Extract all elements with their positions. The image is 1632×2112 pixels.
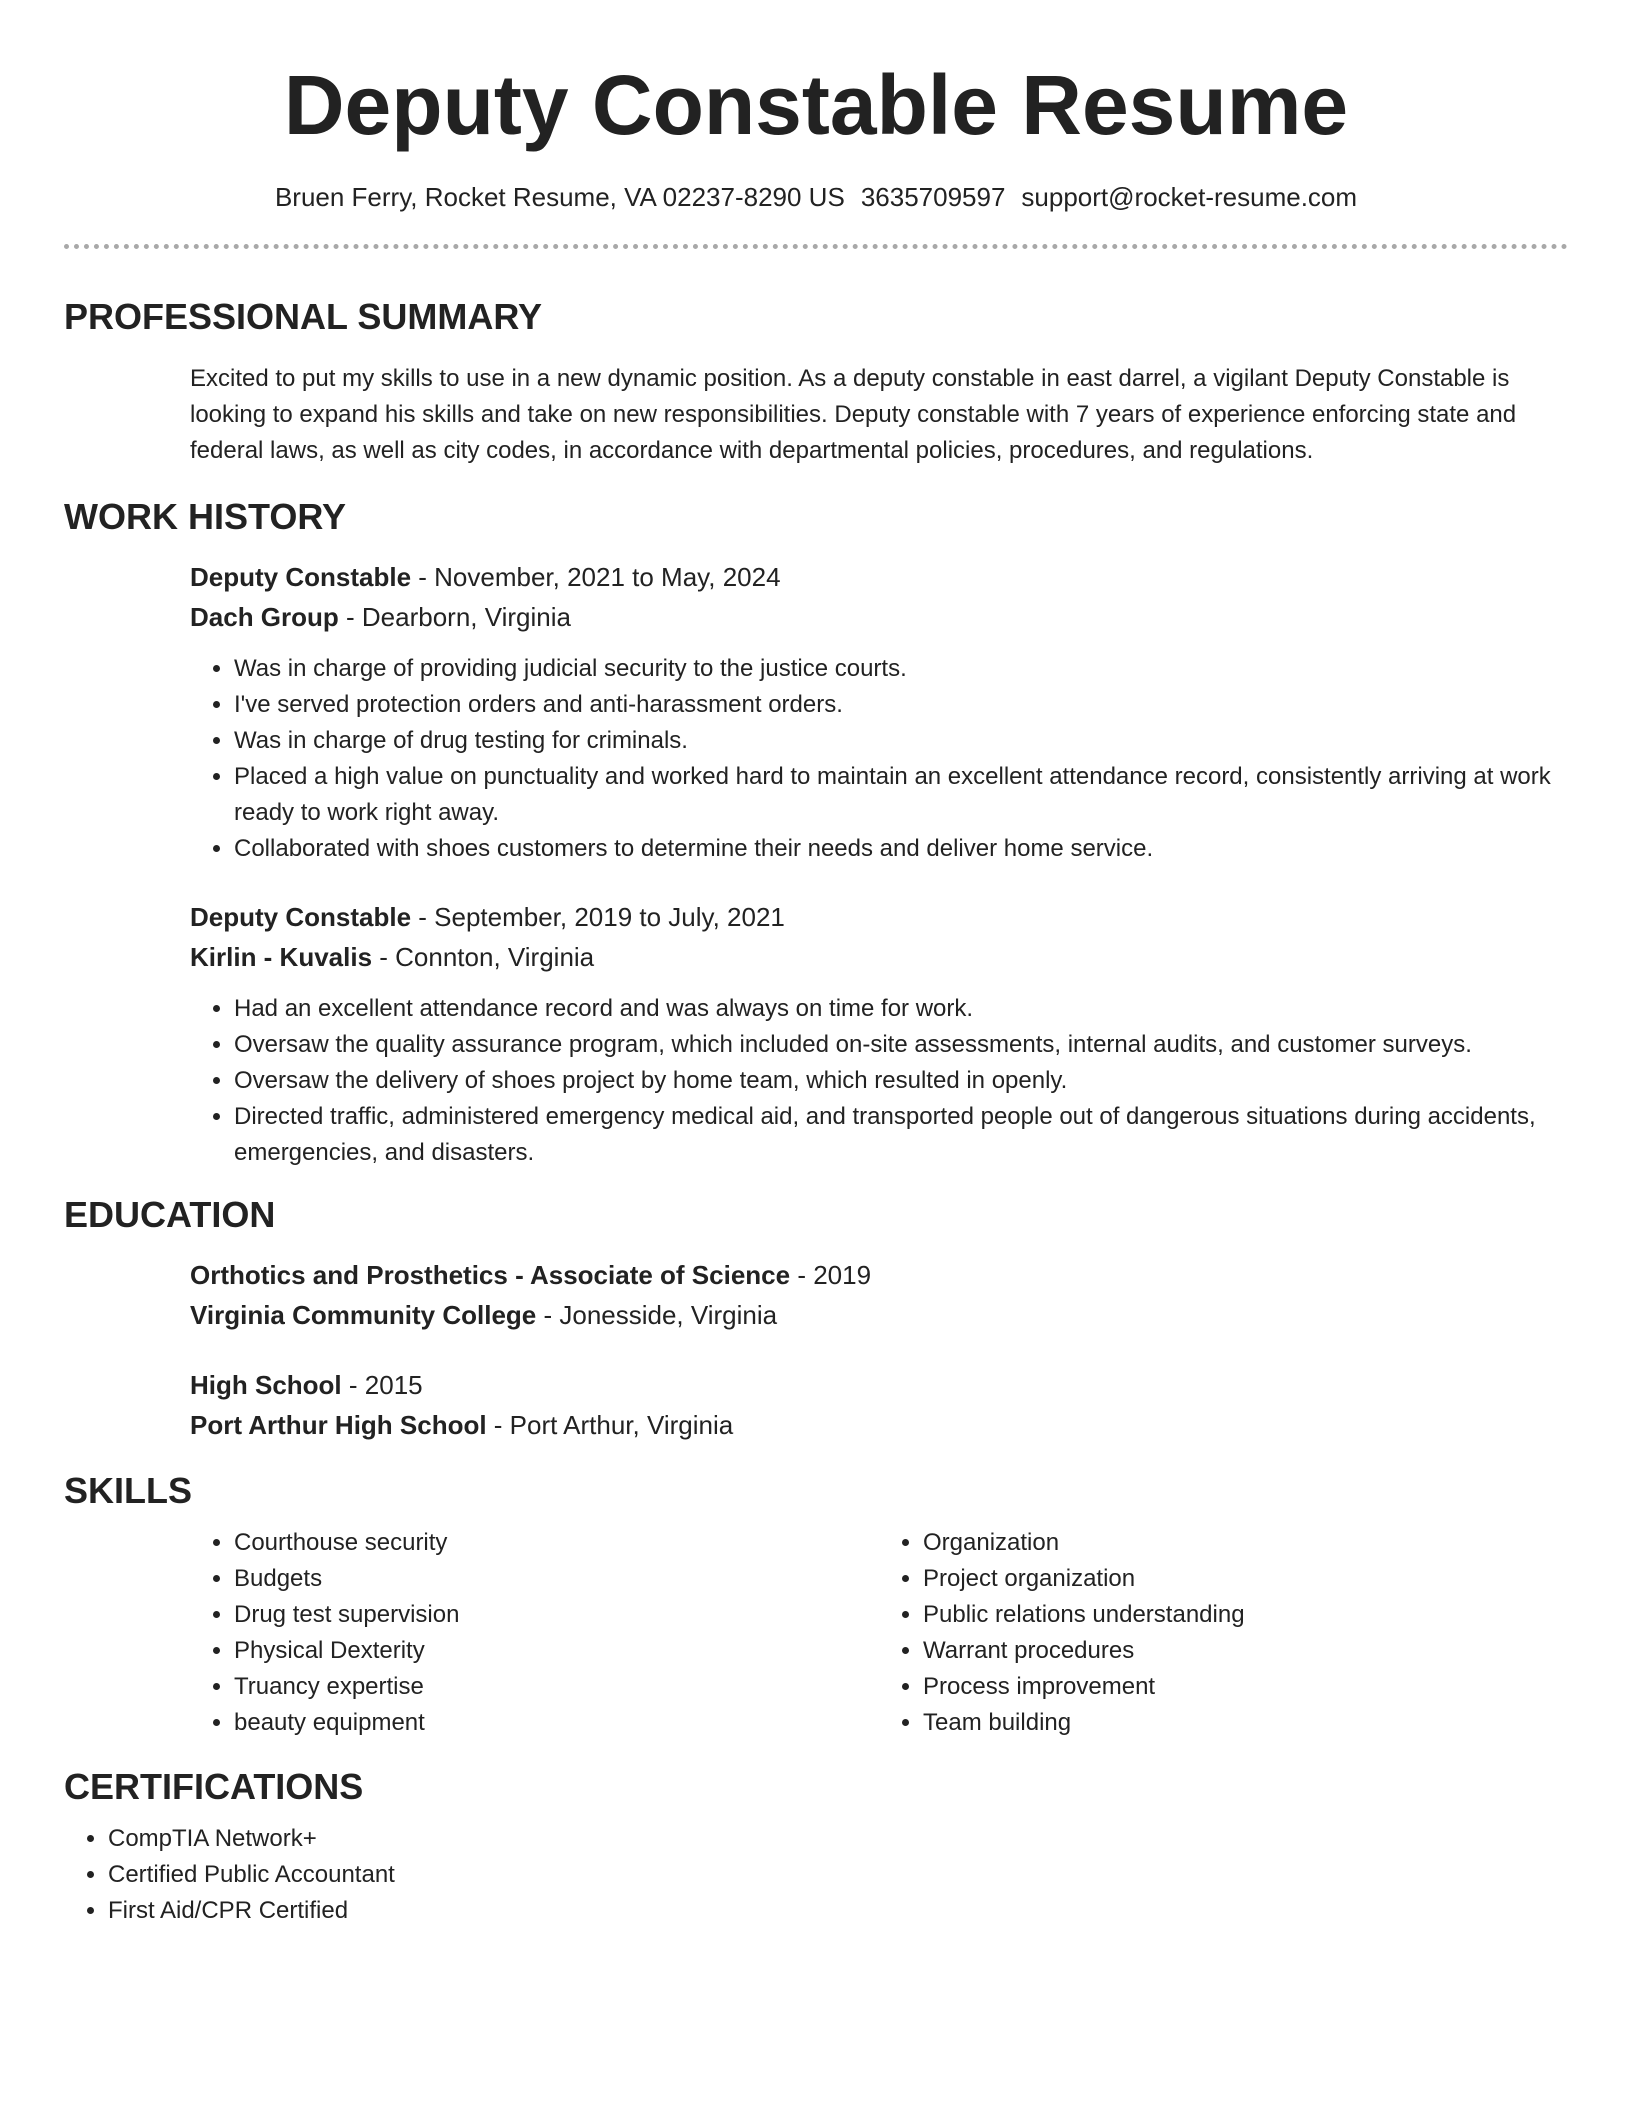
education-location: - Jonesside, Virginia [536, 1300, 778, 1330]
list-item: • Was in charge of providing judicial security to the justice courts. [234, 651, 1568, 687]
education-heading: EDUCATION [64, 1194, 276, 1235]
education-school-line [190, 1295, 1568, 1335]
contact-address: Bruen Ferry, Rocket Resume, VA 02237-8290 US [274, 182, 845, 212]
list-item: • Placed a high value on punctuality and worked hard to maintain an excellent attendance record, consistently arriving at work ready to work right away. [234, 759, 1568, 831]
skills-column-left [190, 1525, 879, 1741]
skills-column-right [879, 1525, 1568, 1741]
education-school: Virginia Community College [190, 1300, 537, 1330]
job-entry [190, 897, 1568, 1171]
list-item: • Budgets [234, 1561, 879, 1597]
education-degree-line [190, 1365, 1568, 1405]
list-item: • CompTIA Network+ [108, 1821, 1568, 1857]
list-item: • First Aid/CPR Certified [108, 1893, 1568, 1929]
education-school-line [190, 1405, 1568, 1445]
summary-heading: PROFESSIONAL SUMMARY [64, 296, 543, 337]
job-company: Dach Group [190, 602, 339, 632]
list-item: • Public relations understanding [923, 1597, 1568, 1633]
list-item: • Certified Public Accountant [108, 1857, 1568, 1893]
list-item: • Courthouse security [234, 1525, 879, 1561]
job-title: Deputy Constable [190, 902, 412, 932]
education-entry [190, 1255, 1568, 1335]
work-history-heading: WORK HISTORY [64, 496, 347, 537]
list-item: • Process improvement [923, 1669, 1568, 1705]
job-location: - Connton, Virginia [372, 942, 595, 972]
job-title-line [190, 557, 1568, 597]
job-company-line [190, 937, 1568, 977]
list-item: • beauty equipment [234, 1705, 879, 1741]
education-year: - 2019 [790, 1260, 872, 1290]
list-item: • Oversaw the quality assurance program, which included on-site assessments, internal audits, and customer surveys. [234, 1027, 1568, 1063]
list-item: • I've served protection orders and anti-harassment orders. [234, 687, 1568, 723]
education-entry [190, 1365, 1568, 1445]
list-item: • Warrant procedures [923, 1633, 1568, 1669]
skills-list [190, 1525, 1568, 1741]
contact-phone: 3635709597 [860, 182, 1006, 212]
certifications-heading: CERTIFICATIONS [64, 1766, 364, 1807]
list-item: • Had an excellent attendance record and was always on time for work. [234, 991, 1568, 1027]
list-item: • Truancy expertise [234, 1669, 879, 1705]
job-duties-list [190, 651, 1568, 867]
summary-text: Excited to put my skills to use in a new dynamic position. As a deputy constable in east darrel, a vigilant Deputy Constable is looking to expand his skills and take on new responsibilities. Deputy constable with 7 years of experience enforcing state and federal laws, as well as city codes, in accordance with departmental policies, procedures, and regulations. [190, 365, 1517, 464]
list-item: • Was in charge of drug testing for criminals. [234, 723, 1568, 759]
education-location: - Port Arthur, Virginia [486, 1410, 734, 1440]
education-degree-line [190, 1255, 1568, 1295]
certifications-list [64, 1821, 1568, 1929]
education-school: Port Arthur High School [190, 1410, 487, 1440]
education-year: - 2015 [341, 1370, 423, 1400]
list-item: • Directed traffic, administered emergency medical aid, and transported people out of dangerous situations during accidents, emergencies, and disasters. [234, 1099, 1568, 1171]
page-title: Deputy Constable Resume [283, 58, 1349, 152]
header-divider [64, 244, 1568, 249]
job-title-line [190, 897, 1568, 937]
list-item: • Team building [923, 1705, 1568, 1741]
job-company: Kirlin - Kuvalis [190, 942, 373, 972]
job-title: Deputy Constable [190, 562, 412, 592]
list-item: • Collaborated with shoes customers to determine their needs and deliver home service. [234, 831, 1568, 867]
education-degree: Orthotics and Prosthetics - Associate of Science [190, 1260, 791, 1290]
job-location: - Dearborn, Virginia [338, 602, 571, 632]
job-dates: - November, 2021 to May, 2024 [411, 562, 781, 592]
education-degree: High School [190, 1370, 342, 1400]
skills-heading: SKILLS [64, 1470, 193, 1511]
list-item: • Project organization [923, 1561, 1568, 1597]
job-entry [190, 557, 1568, 867]
contact-info [64, 180, 1568, 214]
job-dates: - September, 2019 to July, 2021 [411, 902, 785, 932]
list-item: • Organization [923, 1525, 1568, 1561]
job-company-line [190, 597, 1568, 637]
resume-page [64, 0, 1568, 1929]
list-item: • Drug test supervision [234, 1597, 879, 1633]
list-item: • Oversaw the delivery of shoes project by home team, which resulted in openly. [234, 1063, 1568, 1099]
contact-email: support@rocket-resume.com [1021, 182, 1358, 212]
list-item: • Physical Dexterity [234, 1633, 879, 1669]
job-duties-list [190, 991, 1568, 1171]
